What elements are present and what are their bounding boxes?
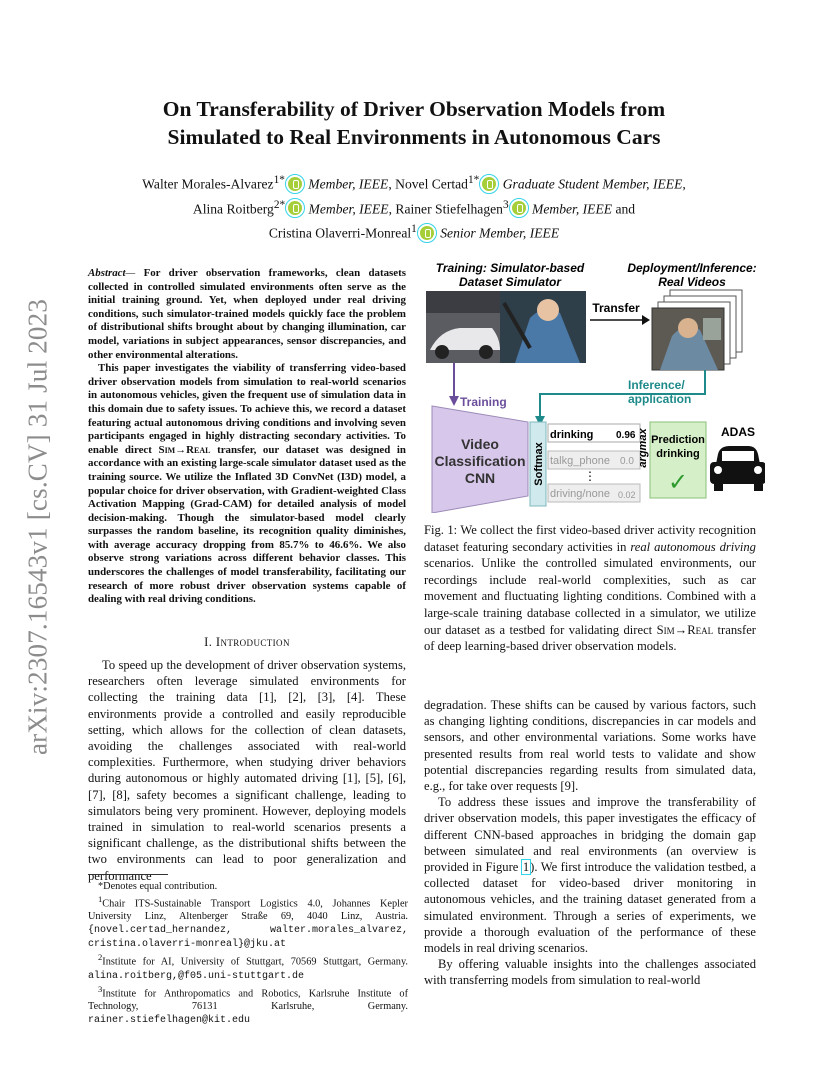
orcid-icon[interactable] (482, 177, 496, 191)
footnotes: *Denotes equal contribution. $^1$Chair ITS-Sustainable Transport Logistics 4.0, Johannes Kepler University Linz, Altenberger Straße 69, 4040 Linz, Austria. {novel.certad_hernandez, walter.morales_alvarez, cristina.olaverri-monreal}@jku.at $^2$Institute for AI, University of Stuttgart, 70569 Stuttgart, Germany. alina.roitberg,@f05.uni-stuttgart.de $^3$Institute for Anthropomatics and Robotics, Karlsruhe Institute of Technology, 76131 Karlsruhe, Germany. rainer.stiefelhagen@kit.edu (88, 880, 408, 1027)
svg-text:argmax: argmax (637, 428, 649, 468)
svg-text:drinking: drinking (656, 448, 700, 460)
svg-text:application: application (628, 392, 692, 406)
figure-1 (420, 258, 765, 513)
figure-reference-link[interactable]: 1 (522, 860, 530, 875)
figure-caption: Fig. 1: We collect the first video-based driver activity recognition dataset featuring secondary activities in real autonomous driving scenarios. Unlike the controlled simulated environments, our recordings include real-world complexities, such as car movement and fluctuating lighting conditions. Combined with a large-scale training database collected in a simulator, we utilize our dataset as a testbed for validating direct Sim→Real transfer of deep learning-based driver observation models. (424, 523, 756, 654)
svg-text:ADAS: ADAS (720, 425, 756, 439)
author-list: Walter Morales-Alvarez$^{1*}$ Member, IEEE, Novel Certad$^{1*}$ Graduate Student Member, IEEE, Alina Roitberg$^{2*}$ Member, IEEE, Rainer Stiefelhagen$^3$ Member, IEEE and Cristina Olaverri-Monreal$^1$ Senior Member, IEEE (142, 174, 686, 241)
fig-left-title: Training: Simulator-based (435, 261, 585, 275)
svg-text:driving/none: driving/none (550, 488, 610, 500)
right-column-text: degradation. These shifts can be caused by various factors, such as changing lighting conditions, discrepancies in car models and sensors, and other environmental variations. Some works have presented results from real world tests to validate and show potential discrepancies regarding results from simulated data, e.g., for take over requests [9]. To address these issues and improve the transferability of driver observation models, this paper investigates the efficacy of different CNN-based approaches in bridging the domain gap between simulated and real environments (an overview is provided in Figure 1). We first introduce the validation testbed, a collected dataset for video-based driver monitoring in autonomous vehicles, and the training dataset generated from a simulated environment. Through a series of experiments, we provide a thorough evaluation of the performance of these models in real driving scenarios. By offering valuable insights into the challenges associated with transferring models from simulation to real-world (424, 698, 757, 988)
real-video-stack (652, 290, 742, 370)
orcid-icon[interactable] (288, 177, 302, 191)
simulator-image (426, 291, 586, 363)
orcid-icon[interactable] (420, 226, 434, 240)
section-heading: I. Introduction (204, 635, 290, 649)
intro-text: To speed up the development of driver observation systems, researchers often leverage simulated environments for collecting the training data [1], [2], [3], [4]. These environments provide a controlled and easily reproducible setting, which allows for the collection of clean datasets, avoiding the challenges associated with real-world complexities. Furthermore, when studying driver behaviors during autonomous or highly automated driving [1], [5], [6], [7], [8], safety becomes a significant challenge, leading to simulators being very prominent. However, deploying models trained in simulation to real-world scenarios presents a significant challenge, as the distributional shifts between the two environments can lead to poor generalization and performance (88, 658, 406, 883)
orcid-icon[interactable] (288, 201, 302, 215)
svg-text:drinking: drinking (550, 429, 594, 441)
check-icon: ✓ (667, 469, 689, 496)
svg-text:Video: Video (461, 436, 499, 452)
svg-text:Real Videos: Real Videos (658, 275, 726, 289)
orcid-icon[interactable] (512, 201, 526, 215)
arxiv-watermark: arXiv:2307.16543v1 [cs.CV] 31 Jul 2023 (22, 298, 53, 756)
svg-text:Prediction: Prediction (651, 434, 705, 446)
svg-text:Inference/: Inference/ (628, 378, 685, 392)
svg-text:⋮: ⋮ (584, 469, 596, 483)
car-icon (710, 446, 765, 491)
fig-right-title: Deployment/Inference: (627, 261, 757, 275)
svg-text:talkg_phone: talkg_phone (550, 455, 610, 467)
svg-text:Transfer: Transfer (592, 301, 640, 315)
svg-text:0.02: 0.02 (618, 490, 636, 500)
svg-text:Softmax: Softmax (533, 442, 545, 486)
svg-text:CNN: CNN (464, 470, 496, 486)
paper-title: On Transferability of Driver Observation Models from Simulated to Real Environments in Autonomous Cars (162, 97, 666, 149)
class-scores (548, 424, 640, 502)
svg-text:0.0: 0.0 (620, 456, 634, 467)
svg-text:Dataset Simulator: Dataset Simulator (458, 275, 562, 289)
abstract: Abstract— For driver observation frameworks, clean datasets collected in controlled simulated environments often serve as the initial training ground. Yet, when deployed under real driving conditions, such simulator-trained models quickly face the problem of distributional shifts brought about by changing illumination, car model, variations in subject appearances, sensor discrepancies, and other environmental alterations. This paper investigates the viability of transferring video-based driver observation models from simulation to real-world scenarios in autonomous vehicles, given the frequent use of simulation data in this domain due to safety issues. To achieve this, we record a dataset featuring actual autonomous driving conditions and involving seven participants engaged in highly distracting secondary activities. To enable direct Sim→Real transfer, our dataset was designed in accordance with an existing large-scale simulator dataset used as the training source. We utilize the Inflated 3D ConvNet (I3D) model, a popular choice for driver observation, with Gradient-weighted Class Activation Mapping (Grad-CAM) for detailed analysis of model decision-making. Though the simulator-based model clearly surpasses the random baseline, its recognition quality diminishes, with average accuracy dropping from 85.7% to 46.6%. We also observe strong variations across different behavior classes. This underscores the challenges of model transferability, facilitating our research of more robust driver observation systems capable of dealing with real driving conditions. (88, 267, 406, 606)
svg-text:Training: Training (460, 395, 507, 409)
svg-text:Classification: Classification (434, 453, 526, 469)
svg-text:0.96: 0.96 (616, 430, 636, 441)
